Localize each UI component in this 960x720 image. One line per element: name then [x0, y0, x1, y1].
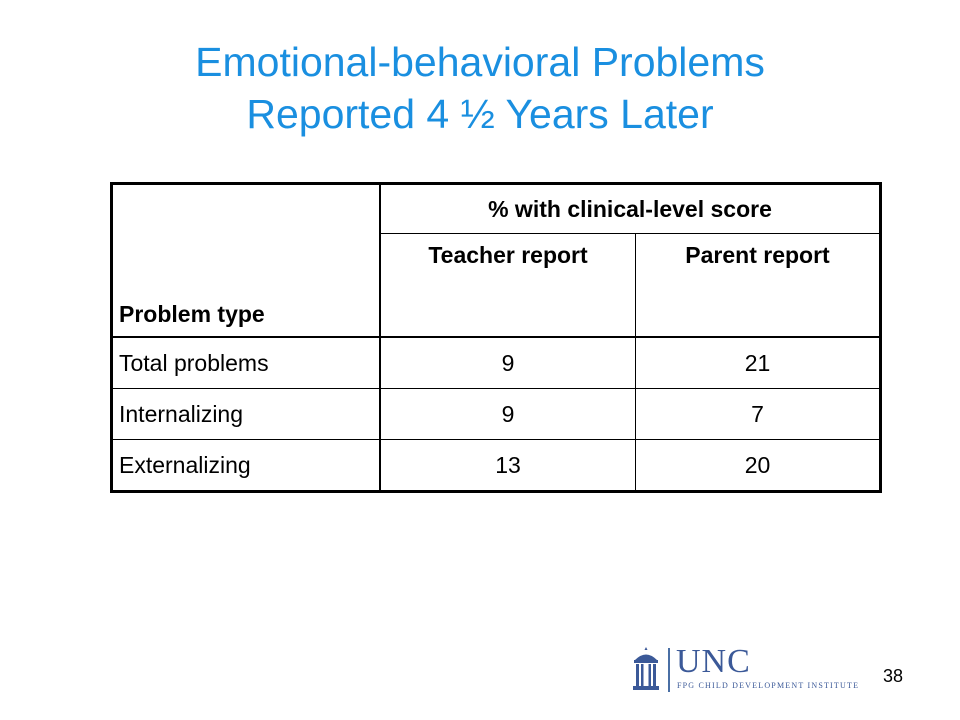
old-well-icon — [632, 646, 660, 692]
table-row — [112, 337, 881, 389]
row-label: Total problems — [112, 337, 381, 389]
teacher-value: 9 — [380, 337, 636, 389]
slide-title-line-1: Emotional-behavioral Problems — [195, 39, 765, 85]
slide-title-line-2: Reported 4 ½ Years Later — [246, 91, 714, 137]
logo-divider — [668, 648, 670, 692]
teacher-value: 9 — [380, 389, 636, 440]
teacher-value: 13 — [380, 440, 636, 492]
unc-fpg-logo — [632, 643, 880, 694]
logo-wordmark: UNC — [676, 643, 751, 680]
table-row — [112, 389, 881, 440]
row-label: Internalizing — [112, 389, 381, 440]
header-parent-report: Parent report — [636, 234, 881, 338]
slide-title — [0, 36, 960, 140]
header-clinical-score: % with clinical-level score — [380, 184, 881, 234]
header-teacher-report: Teacher report — [380, 234, 636, 338]
parent-value: 7 — [636, 389, 881, 440]
parent-value: 21 — [636, 337, 881, 389]
logo-subtitle: FPG CHILD DEVELOPMENT INSTITUTE — [677, 681, 860, 690]
row-label: Externalizing — [112, 440, 381, 492]
results-table — [110, 182, 882, 493]
page-number: 38 — [883, 666, 904, 686]
table-header-row — [112, 184, 881, 234]
header-problem-type: Problem type — [112, 184, 381, 338]
parent-value: 20 — [636, 440, 881, 492]
table-row — [112, 440, 881, 492]
